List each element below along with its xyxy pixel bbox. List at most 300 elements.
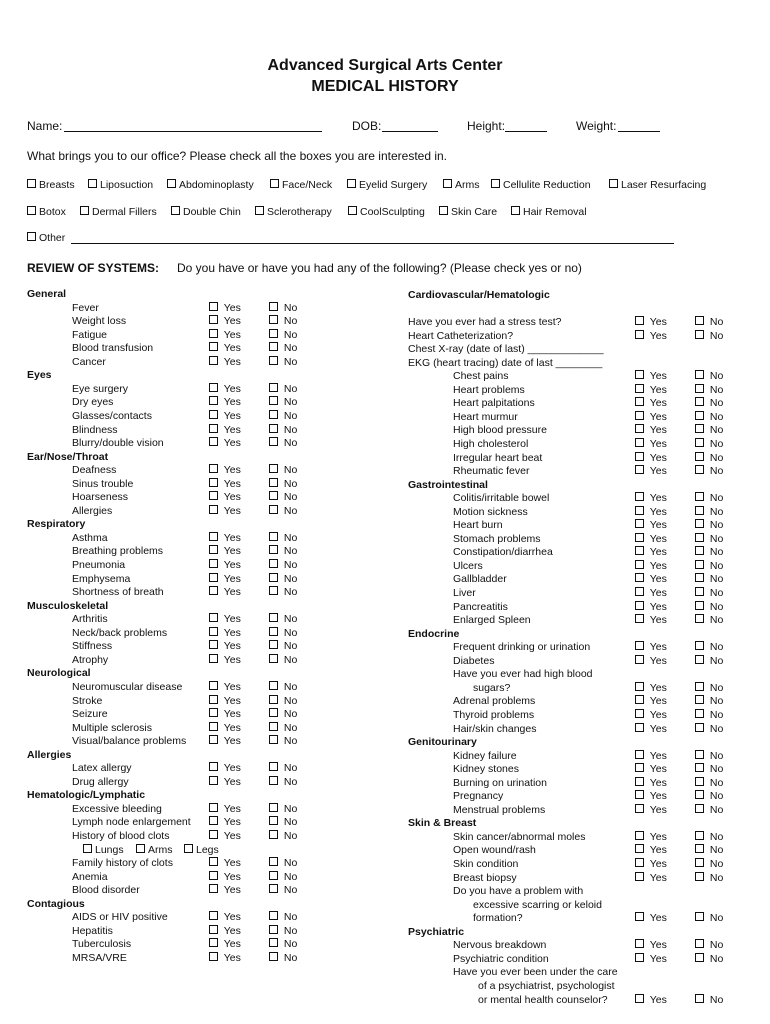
checkbox[interactable] bbox=[635, 994, 644, 1003]
checkbox[interactable] bbox=[695, 438, 704, 447]
item-hair-skin-changes-yes-option[interactable]: Yes bbox=[635, 723, 667, 735]
item-colitis-irritable-bowel-no-option[interactable]: No bbox=[695, 492, 723, 504]
checkbox[interactable] bbox=[269, 559, 278, 568]
checkbox[interactable] bbox=[269, 329, 278, 338]
checkbox[interactable] bbox=[209, 803, 218, 812]
checkbox[interactable] bbox=[167, 179, 176, 188]
checkbox[interactable] bbox=[695, 601, 704, 610]
checkbox[interactable] bbox=[209, 532, 218, 541]
checkbox[interactable] bbox=[209, 925, 218, 934]
checkbox[interactable] bbox=[635, 858, 644, 867]
checkbox[interactable] bbox=[209, 342, 218, 351]
checkbox[interactable] bbox=[136, 844, 145, 853]
item-glasses-contacts-no-option[interactable]: No bbox=[269, 410, 297, 422]
checkbox[interactable] bbox=[635, 777, 644, 786]
checkbox[interactable] bbox=[635, 397, 644, 406]
item-gallbladder-no-option[interactable]: No bbox=[695, 573, 723, 585]
checkbox[interactable] bbox=[695, 560, 704, 569]
checkbox[interactable] bbox=[209, 410, 218, 419]
item-constipation-diarrhea-no-option[interactable]: No bbox=[695, 546, 723, 558]
checkbox[interactable] bbox=[635, 424, 644, 433]
item-blood-transfusion-yes-option[interactable]: Yes bbox=[209, 342, 241, 354]
item-high-cholesterol-yes-option[interactable]: Yes bbox=[635, 438, 667, 450]
checkbox[interactable] bbox=[695, 546, 704, 555]
checkbox[interactable] bbox=[695, 790, 704, 799]
checkbox[interactable] bbox=[209, 559, 218, 568]
checkbox[interactable] bbox=[209, 681, 218, 690]
item-skin-condition-no-option[interactable]: No bbox=[695, 858, 723, 870]
item-family-history-of-clots-no-option[interactable]: No bbox=[269, 857, 297, 869]
checkbox[interactable] bbox=[88, 179, 97, 188]
checkbox[interactable] bbox=[209, 437, 218, 446]
checkbox[interactable] bbox=[695, 695, 704, 704]
checkbox[interactable] bbox=[695, 872, 704, 881]
item-heart-murmur-yes-option[interactable]: Yes bbox=[635, 411, 667, 423]
checkbox[interactable] bbox=[269, 424, 278, 433]
checkbox[interactable] bbox=[269, 654, 278, 663]
item-frequent-drinking-or-urination-yes-option[interactable]: Yes bbox=[635, 641, 667, 653]
checkbox[interactable] bbox=[635, 939, 644, 948]
item-kidney-failure-yes-option[interactable]: Yes bbox=[635, 750, 667, 762]
item-blurry-double-vision-yes-option[interactable]: Yes bbox=[209, 437, 241, 449]
checkbox[interactable] bbox=[209, 329, 218, 338]
item-aids-or-hiv-positive-yes-option[interactable]: Yes bbox=[209, 911, 241, 923]
item-excessive-bleeding-yes-option[interactable]: Yes bbox=[209, 803, 241, 815]
weight-field[interactable] bbox=[618, 131, 660, 132]
item-stiffness-yes-option[interactable]: Yes bbox=[209, 640, 241, 652]
clot-site-lungs[interactable]: Lungs bbox=[83, 844, 124, 856]
item-sinus-trouble-yes-option[interactable]: Yes bbox=[209, 478, 241, 490]
checkbox[interactable] bbox=[695, 573, 704, 582]
checkbox[interactable] bbox=[209, 952, 218, 961]
checkbox[interactable] bbox=[695, 709, 704, 718]
item-neuromuscular-disease-yes-option[interactable]: Yes bbox=[209, 681, 241, 693]
item-asthma-no-option[interactable]: No bbox=[269, 532, 297, 544]
checkbox[interactable] bbox=[635, 465, 644, 474]
checkbox[interactable] bbox=[269, 613, 278, 622]
item-skin-cancer-abnormal-moles-no-option[interactable]: No bbox=[695, 831, 723, 843]
item-thyroid-problems-no-option[interactable]: No bbox=[695, 709, 723, 721]
checkbox[interactable] bbox=[209, 545, 218, 554]
checkbox[interactable] bbox=[209, 573, 218, 582]
item-breathing-problems-yes-option[interactable]: Yes bbox=[209, 545, 241, 557]
checkbox[interactable] bbox=[635, 370, 644, 379]
interest-hair-removal[interactable]: Hair Removal bbox=[511, 206, 587, 218]
checkbox[interactable] bbox=[269, 762, 278, 771]
checkbox[interactable] bbox=[695, 452, 704, 461]
item-anemia-no-option[interactable]: No bbox=[269, 871, 297, 883]
checkbox[interactable] bbox=[269, 776, 278, 785]
item-neuromuscular-disease-no-option[interactable]: No bbox=[269, 681, 297, 693]
checkbox[interactable] bbox=[269, 383, 278, 392]
keloid-yes-option[interactable]: Yes bbox=[635, 912, 667, 924]
checkbox[interactable] bbox=[269, 464, 278, 473]
checkbox[interactable] bbox=[269, 884, 278, 893]
item-kidney-stones-no-option[interactable]: No bbox=[695, 763, 723, 775]
checkbox[interactable] bbox=[695, 750, 704, 759]
item-stomach-problems-no-option[interactable]: No bbox=[695, 533, 723, 545]
item-stroke-no-option[interactable]: No bbox=[269, 695, 297, 707]
keloid-no-option[interactable]: No bbox=[695, 912, 723, 924]
checkbox[interactable] bbox=[209, 938, 218, 947]
item-chest-pains-no-option[interactable]: No bbox=[695, 370, 723, 382]
checkbox[interactable] bbox=[269, 803, 278, 812]
checkbox[interactable] bbox=[695, 804, 704, 813]
checkbox[interactable] bbox=[270, 179, 279, 188]
checkbox[interactable] bbox=[209, 695, 218, 704]
dob-field[interactable] bbox=[382, 131, 438, 132]
checkbox[interactable] bbox=[269, 573, 278, 582]
checkbox[interactable] bbox=[27, 206, 36, 215]
checkbox[interactable] bbox=[269, 302, 278, 311]
stress-test-no-option[interactable]: No bbox=[695, 316, 723, 328]
checkbox[interactable] bbox=[209, 776, 218, 785]
item-ulcers-yes-option[interactable]: Yes bbox=[635, 560, 667, 572]
item-shortness-of-breath-no-option[interactable]: No bbox=[269, 586, 297, 598]
item-visual-balance-problems-yes-option[interactable]: Yes bbox=[209, 735, 241, 747]
checkbox[interactable] bbox=[635, 587, 644, 596]
item-heart-murmur-no-option[interactable]: No bbox=[695, 411, 723, 423]
item-allergies-yes-option[interactable]: Yes bbox=[209, 505, 241, 517]
item-seizure-no-option[interactable]: No bbox=[269, 708, 297, 720]
item-nervous-breakdown-yes-option[interactable]: Yes bbox=[635, 939, 667, 951]
item-drug-allergy-no-option[interactable]: No bbox=[269, 776, 297, 788]
item-chest-pains-yes-option[interactable]: Yes bbox=[635, 370, 667, 382]
checkbox[interactable] bbox=[443, 179, 452, 188]
checkbox[interactable] bbox=[269, 545, 278, 554]
checkbox[interactable] bbox=[269, 708, 278, 717]
checkbox[interactable] bbox=[209, 396, 218, 405]
item-constipation-diarrhea-yes-option[interactable]: Yes bbox=[635, 546, 667, 558]
checkbox[interactable] bbox=[439, 206, 448, 215]
checkbox[interactable] bbox=[171, 206, 180, 215]
item-atrophy-yes-option[interactable]: Yes bbox=[209, 654, 241, 666]
checkbox[interactable] bbox=[27, 179, 36, 188]
checkbox[interactable] bbox=[269, 586, 278, 595]
checkbox[interactable] bbox=[635, 831, 644, 840]
checkbox[interactable] bbox=[695, 316, 704, 325]
checkbox[interactable] bbox=[255, 206, 264, 215]
checkbox[interactable] bbox=[695, 465, 704, 474]
checkbox[interactable] bbox=[491, 179, 500, 188]
checkbox[interactable] bbox=[635, 384, 644, 393]
item-latex-allergy-no-option[interactable]: No bbox=[269, 762, 297, 774]
checkbox[interactable] bbox=[269, 952, 278, 961]
checkbox[interactable] bbox=[269, 505, 278, 514]
item-pregnancy-yes-option[interactable]: Yes bbox=[635, 790, 667, 802]
item-atrophy-no-option[interactable]: No bbox=[269, 654, 297, 666]
checkbox[interactable] bbox=[695, 939, 704, 948]
item-fatigue-yes-option[interactable]: Yes bbox=[209, 329, 241, 341]
checkbox[interactable] bbox=[635, 790, 644, 799]
checkbox[interactable] bbox=[80, 206, 89, 215]
checkbox[interactable] bbox=[209, 911, 218, 920]
checkbox[interactable] bbox=[269, 410, 278, 419]
checkbox[interactable] bbox=[269, 816, 278, 825]
checkbox[interactable] bbox=[695, 533, 704, 542]
checkbox[interactable] bbox=[635, 763, 644, 772]
item-colitis-irritable-bowel-yes-option[interactable]: Yes bbox=[635, 492, 667, 504]
item-psychiatric-condition-no-option[interactable]: No bbox=[695, 953, 723, 965]
item-liver-no-option[interactable]: No bbox=[695, 587, 723, 599]
checkbox[interactable] bbox=[269, 396, 278, 405]
checkbox[interactable] bbox=[635, 533, 644, 542]
item-heart-palpitations-no-option[interactable]: No bbox=[695, 397, 723, 409]
checkbox[interactable] bbox=[269, 681, 278, 690]
interest-other[interactable]: Other bbox=[27, 232, 65, 244]
interest-sclerotherapy[interactable]: Sclerotherapy bbox=[255, 206, 332, 218]
heart-catheterization-no-option[interactable]: No bbox=[695, 330, 723, 342]
item-irregular-heart-beat-no-option[interactable]: No bbox=[695, 452, 723, 464]
item-sinus-trouble-no-option[interactable]: No bbox=[269, 478, 297, 490]
checkbox[interactable] bbox=[635, 872, 644, 881]
item-pancreatitis-yes-option[interactable]: Yes bbox=[635, 601, 667, 613]
checkbox[interactable] bbox=[635, 953, 644, 962]
checkbox[interactable] bbox=[209, 383, 218, 392]
checkbox[interactable] bbox=[695, 641, 704, 650]
checkbox[interactable] bbox=[695, 370, 704, 379]
item-hoarseness-yes-option[interactable]: Yes bbox=[209, 491, 241, 503]
item-dry-eyes-no-option[interactable]: No bbox=[269, 396, 297, 408]
checkbox[interactable] bbox=[269, 478, 278, 487]
checkbox[interactable] bbox=[269, 491, 278, 500]
item-open-wound-rash-no-option[interactable]: No bbox=[695, 844, 723, 856]
item-thyroid-problems-yes-option[interactable]: Yes bbox=[635, 709, 667, 721]
item-ulcers-no-option[interactable]: No bbox=[695, 560, 723, 572]
checkbox[interactable] bbox=[511, 206, 520, 215]
checkbox[interactable] bbox=[209, 302, 218, 311]
checkbox[interactable] bbox=[635, 912, 644, 921]
item-dry-eyes-yes-option[interactable]: Yes bbox=[209, 396, 241, 408]
item-arthritis-yes-option[interactable]: Yes bbox=[209, 613, 241, 625]
item-adrenal-problems-no-option[interactable]: No bbox=[695, 695, 723, 707]
checkbox[interactable] bbox=[269, 857, 278, 866]
interest-liposuction[interactable]: Liposuction bbox=[88, 179, 153, 191]
checkbox[interactable] bbox=[269, 722, 278, 731]
item-diabetes-yes-option[interactable]: Yes bbox=[635, 655, 667, 667]
item-frequent-drinking-or-urination-no-option[interactable]: No bbox=[695, 641, 723, 653]
checkbox[interactable] bbox=[635, 546, 644, 555]
checkbox[interactable] bbox=[695, 953, 704, 962]
item-seizure-yes-option[interactable]: Yes bbox=[209, 708, 241, 720]
checkbox[interactable] bbox=[209, 613, 218, 622]
checkbox[interactable] bbox=[695, 912, 704, 921]
item-hepatitis-yes-option[interactable]: Yes bbox=[209, 925, 241, 937]
checkbox[interactable] bbox=[27, 232, 36, 241]
item-rheumatic-fever-yes-option[interactable]: Yes bbox=[635, 465, 667, 477]
interest-botox[interactable]: Botox bbox=[27, 206, 66, 218]
checkbox[interactable] bbox=[695, 844, 704, 853]
item-glasses-contacts-yes-option[interactable]: Yes bbox=[209, 410, 241, 422]
checkbox[interactable] bbox=[269, 830, 278, 839]
interest-coolsculpting[interactable]: CoolSculpting bbox=[348, 206, 425, 218]
checkbox[interactable] bbox=[635, 330, 644, 339]
checkbox[interactable] bbox=[269, 342, 278, 351]
checkbox[interactable] bbox=[635, 844, 644, 853]
item-deafness-no-option[interactable]: No bbox=[269, 464, 297, 476]
checkbox[interactable] bbox=[269, 695, 278, 704]
checkbox[interactable] bbox=[269, 735, 278, 744]
item-asthma-yes-option[interactable]: Yes bbox=[209, 532, 241, 544]
item-multiple-sclerosis-yes-option[interactable]: Yes bbox=[209, 722, 241, 734]
item-hoarseness-no-option[interactable]: No bbox=[269, 491, 297, 503]
item-cancer-no-option[interactable]: No bbox=[269, 356, 297, 368]
interest-eyelid-surgery[interactable]: Eyelid Surgery bbox=[347, 179, 427, 191]
checkbox[interactable] bbox=[635, 411, 644, 420]
item-eye-surgery-no-option[interactable]: No bbox=[269, 383, 297, 395]
checkbox[interactable] bbox=[695, 723, 704, 732]
item-gallbladder-yes-option[interactable]: Yes bbox=[635, 573, 667, 585]
item-tuberculosis-no-option[interactable]: No bbox=[269, 938, 297, 950]
high-blood-sugar-yes-option[interactable]: Yes bbox=[635, 682, 667, 694]
checkbox[interactable] bbox=[695, 397, 704, 406]
checkbox[interactable] bbox=[635, 452, 644, 461]
item-kidney-failure-no-option[interactable]: No bbox=[695, 750, 723, 762]
checkbox[interactable] bbox=[209, 478, 218, 487]
item-stomach-problems-yes-option[interactable]: Yes bbox=[635, 533, 667, 545]
checkbox[interactable] bbox=[209, 586, 218, 595]
checkbox[interactable] bbox=[695, 777, 704, 786]
item-fever-yes-option[interactable]: Yes bbox=[209, 302, 241, 314]
checkbox[interactable] bbox=[635, 723, 644, 732]
other-field[interactable] bbox=[71, 243, 674, 244]
interest-face-neck[interactable]: Face/Neck bbox=[270, 179, 332, 191]
item-deafness-yes-option[interactable]: Yes bbox=[209, 464, 241, 476]
item-weight-loss-no-option[interactable]: No bbox=[269, 315, 297, 327]
checkbox[interactable] bbox=[209, 505, 218, 514]
clot-site-arms[interactable]: Arms bbox=[136, 844, 173, 856]
item-heart-burn-yes-option[interactable]: Yes bbox=[635, 519, 667, 531]
item-pneumonia-no-option[interactable]: No bbox=[269, 559, 297, 571]
interest-arms[interactable]: Arms bbox=[443, 179, 480, 191]
checkbox[interactable] bbox=[635, 573, 644, 582]
mental-health-care-no-option[interactable]: No bbox=[695, 994, 723, 1006]
checkbox[interactable] bbox=[635, 492, 644, 501]
item-arthritis-no-option[interactable]: No bbox=[269, 613, 297, 625]
item-breast-biopsy-no-option[interactable]: No bbox=[695, 872, 723, 884]
checkbox[interactable] bbox=[209, 871, 218, 880]
item-blood-disorder-yes-option[interactable]: Yes bbox=[209, 884, 241, 896]
item-motion-sickness-yes-option[interactable]: Yes bbox=[635, 506, 667, 518]
item-stroke-yes-option[interactable]: Yes bbox=[209, 695, 241, 707]
name-field[interactable] bbox=[64, 131, 322, 132]
item-diabetes-no-option[interactable]: No bbox=[695, 655, 723, 667]
checkbox[interactable] bbox=[695, 411, 704, 420]
checkbox[interactable] bbox=[209, 627, 218, 636]
item-visual-balance-problems-no-option[interactable]: No bbox=[269, 735, 297, 747]
item-neck-back-problems-no-option[interactable]: No bbox=[269, 627, 297, 639]
item-irregular-heart-beat-yes-option[interactable]: Yes bbox=[635, 452, 667, 464]
item-family-history-of-clots-yes-option[interactable]: Yes bbox=[209, 857, 241, 869]
item-menstrual-problems-yes-option[interactable]: Yes bbox=[635, 804, 667, 816]
checkbox[interactable] bbox=[209, 424, 218, 433]
item-history-of-blood-clots-no-option[interactable]: No bbox=[269, 830, 297, 842]
item-blurry-double-vision-no-option[interactable]: No bbox=[269, 437, 297, 449]
checkbox[interactable] bbox=[209, 762, 218, 771]
item-emphysema-yes-option[interactable]: Yes bbox=[209, 573, 241, 585]
checkbox[interactable] bbox=[635, 614, 644, 623]
checkbox[interactable] bbox=[695, 384, 704, 393]
item-enlarged-spleen-no-option[interactable]: No bbox=[695, 614, 723, 626]
checkbox[interactable] bbox=[269, 640, 278, 649]
height-field[interactable] bbox=[505, 131, 547, 132]
checkbox[interactable] bbox=[209, 816, 218, 825]
checkbox[interactable] bbox=[609, 179, 618, 188]
checkbox[interactable] bbox=[635, 695, 644, 704]
item-high-blood-pressure-yes-option[interactable]: Yes bbox=[635, 424, 667, 436]
checkbox[interactable] bbox=[269, 871, 278, 880]
heart-catheterization-yes-option[interactable]: Yes bbox=[635, 330, 667, 342]
item-nervous-breakdown-no-option[interactable]: No bbox=[695, 939, 723, 951]
checkbox[interactable] bbox=[695, 519, 704, 528]
interest-skin-care[interactable]: Skin Care bbox=[439, 206, 497, 218]
checkbox[interactable] bbox=[209, 830, 218, 839]
checkbox[interactable] bbox=[695, 682, 704, 691]
checkbox[interactable] bbox=[209, 857, 218, 866]
checkbox[interactable] bbox=[695, 994, 704, 1003]
item-excessive-bleeding-no-option[interactable]: No bbox=[269, 803, 297, 815]
checkbox[interactable] bbox=[635, 560, 644, 569]
mental-health-care-yes-option[interactable]: Yes bbox=[635, 994, 667, 1006]
checkbox[interactable] bbox=[695, 506, 704, 515]
checkbox[interactable] bbox=[209, 356, 218, 365]
item-blood-disorder-no-option[interactable]: No bbox=[269, 884, 297, 896]
item-history-of-blood-clots-yes-option[interactable]: Yes bbox=[209, 830, 241, 842]
checkbox[interactable] bbox=[209, 491, 218, 500]
item-menstrual-problems-no-option[interactable]: No bbox=[695, 804, 723, 816]
item-tuberculosis-yes-option[interactable]: Yes bbox=[209, 938, 241, 950]
item-breast-biopsy-yes-option[interactable]: Yes bbox=[635, 872, 667, 884]
checkbox[interactable] bbox=[269, 315, 278, 324]
interest-abdominoplasty[interactable]: Abdominoplasty bbox=[167, 179, 254, 191]
checkbox[interactable] bbox=[635, 438, 644, 447]
item-weight-loss-yes-option[interactable]: Yes bbox=[209, 315, 241, 327]
item-heart-problems-yes-option[interactable]: Yes bbox=[635, 384, 667, 396]
item-hepatitis-no-option[interactable]: No bbox=[269, 925, 297, 937]
checkbox[interactable] bbox=[635, 750, 644, 759]
checkbox[interactable] bbox=[269, 911, 278, 920]
item-pancreatitis-no-option[interactable]: No bbox=[695, 601, 723, 613]
checkbox[interactable] bbox=[209, 735, 218, 744]
item-blindness-no-option[interactable]: No bbox=[269, 424, 297, 436]
item-fever-no-option[interactable]: No bbox=[269, 302, 297, 314]
checkbox[interactable] bbox=[635, 601, 644, 610]
item-motion-sickness-no-option[interactable]: No bbox=[695, 506, 723, 518]
item-adrenal-problems-yes-option[interactable]: Yes bbox=[635, 695, 667, 707]
interest-laser-resurfacing[interactable]: Laser Resurfacing bbox=[609, 179, 706, 191]
item-pregnancy-no-option[interactable]: No bbox=[695, 790, 723, 802]
item-rheumatic-fever-no-option[interactable]: No bbox=[695, 465, 723, 477]
item-high-blood-pressure-no-option[interactable]: No bbox=[695, 424, 723, 436]
item-skin-cancer-abnormal-moles-yes-option[interactable]: Yes bbox=[635, 831, 667, 843]
item-mrsa-vre-yes-option[interactable]: Yes bbox=[209, 952, 241, 964]
item-drug-allergy-yes-option[interactable]: Yes bbox=[209, 776, 241, 788]
checkbox[interactable] bbox=[269, 356, 278, 365]
item-breathing-problems-no-option[interactable]: No bbox=[269, 545, 297, 557]
item-neck-back-problems-yes-option[interactable]: Yes bbox=[209, 627, 241, 639]
checkbox[interactable] bbox=[635, 682, 644, 691]
checkbox[interactable] bbox=[209, 315, 218, 324]
item-multiple-sclerosis-no-option[interactable]: No bbox=[269, 722, 297, 734]
item-fatigue-no-option[interactable]: No bbox=[269, 329, 297, 341]
checkbox[interactable] bbox=[269, 627, 278, 636]
item-psychiatric-condition-yes-option[interactable]: Yes bbox=[635, 953, 667, 965]
item-heart-problems-no-option[interactable]: No bbox=[695, 384, 723, 396]
item-mrsa-vre-no-option[interactable]: No bbox=[269, 952, 297, 964]
interest-cellulite-reduction[interactable]: Cellulite Reduction bbox=[491, 179, 591, 191]
clot-site-legs[interactable]: Legs bbox=[184, 844, 219, 856]
item-emphysema-no-option[interactable]: No bbox=[269, 573, 297, 585]
